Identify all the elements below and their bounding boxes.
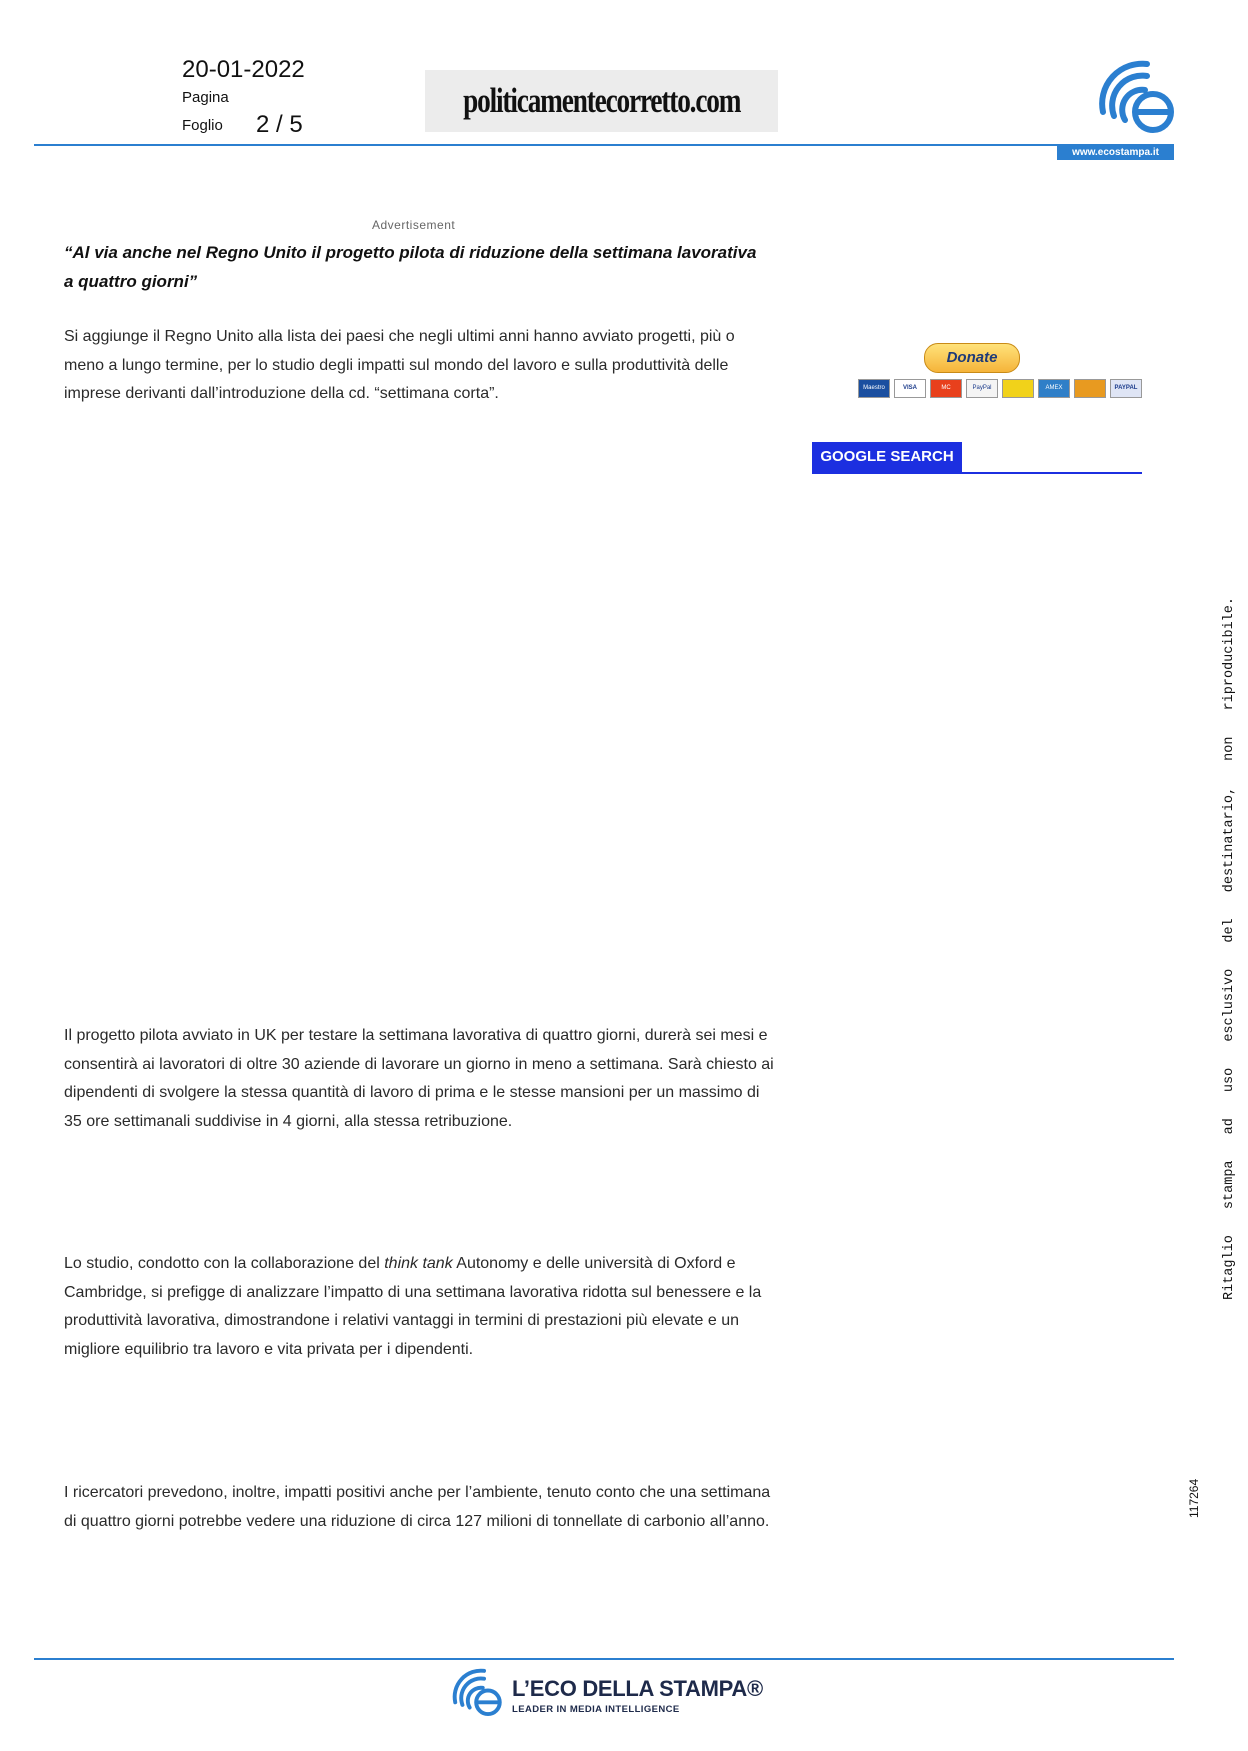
ecostampa-site-badge: www.ecostampa.it xyxy=(1057,145,1174,160)
folio-number: 2 / 5 xyxy=(256,111,303,138)
article-paragraph-3 xyxy=(64,1250,778,1364)
article-paragraph-4: I ricercatori prevedono, inoltre, impatti positivi anche per l’ambiente, tenuto conto che una settimana di quattro giorni potrebbe vedere una riduzione di circa 127 milioni di tonnellate di carbonio all’anno. xyxy=(64,1484,771,1530)
header-rule xyxy=(34,144,1174,146)
google-search-rule xyxy=(812,472,1142,474)
clipping-code: 117264 xyxy=(1187,1478,1201,1518)
eco-della-stampa-logo-icon xyxy=(450,1663,505,1718)
clipping-date: 20-01-2022 xyxy=(182,56,305,83)
paragraph-3-part-2: Autonomy e delle università di Oxford e Cambridge, si prefigge di analizzare l’impatto di una settimana lavorativa ridotta sul benessere e la produttività lavorativa, dimostrandone i relativi vantaggi in termini di prestazioni più elevate e un migliore equilibrio tra lavoro e vita privata per i dipendenti. xyxy=(64,1255,762,1358)
ecostampa-logo-icon xyxy=(1097,52,1177,136)
foglio-label: Foglio xyxy=(182,117,223,134)
footer-brand: L’ECO DELLA STAMPA® xyxy=(512,1676,763,1701)
card-visa-icon: VISA xyxy=(894,379,926,398)
google-search-tab[interactable]: GOOGLE SEARCH xyxy=(812,442,962,472)
footer-tagline: LEADER IN MEDIA INTELLIGENCE xyxy=(512,1704,680,1715)
masthead-text: politicamentecorretto.com xyxy=(462,81,741,120)
payment-cards xyxy=(858,379,1142,398)
card-yellow-icon xyxy=(1002,379,1034,398)
article-headline: “Al via anche nel Regno Unito il progetto pilota di riduzione della settimana lavorativa a quattro giorni” xyxy=(64,243,757,291)
donate-button[interactable]: Donate xyxy=(924,343,1020,373)
masthead-logo xyxy=(425,70,778,132)
card-maestro-icon: Maestro xyxy=(858,379,890,398)
article-paragraph-2: Il progetto pilota avviato in UK per testare la settimana lavorativa di quattro giorni, durerà sei mesi e consentirà ai lavoratori di oltre 30 aziende di lavorare un giorno in meno a settimana. Sarà chiesto ai dipendenti di svolgere la stessa quantità di lavoro di prima e le stesse mansioni per un massimo di 35 ore settimanali suddivise in 4 giorni, alla stessa retribuzione. xyxy=(64,1027,774,1130)
advertisement-label: Advertisement xyxy=(372,218,456,232)
footer-rule xyxy=(34,1658,1174,1660)
card-paypal-icon: PayPal xyxy=(966,379,998,398)
card-mastercard-icon: MC xyxy=(930,379,962,398)
card-orange-icon xyxy=(1074,379,1106,398)
card-paypal-secure-icon: PAYPAL xyxy=(1110,379,1142,398)
reproduction-notice: Ritaglio stampa ad uso esclusivo del destinatario, non riproducibile. xyxy=(1222,597,1237,1300)
paragraph-3-part-1: Lo studio, condotto con la collaborazione del xyxy=(64,1255,385,1272)
article-paragraph-1: Si aggiunge il Regno Unito alla lista dei paesi che negli ultimi anni hanno avviato progetti, più o meno a lungo termine, per lo studio degli impatti sul mondo del lavoro e sulla produttività delle imprese derivanti dall’introduzione della cd. “settimana corta”. xyxy=(64,328,735,402)
card-amex-icon: AMEX xyxy=(1038,379,1070,398)
pagina-label: Pagina xyxy=(182,89,229,106)
think-tank-italic: think tank xyxy=(384,1255,453,1272)
